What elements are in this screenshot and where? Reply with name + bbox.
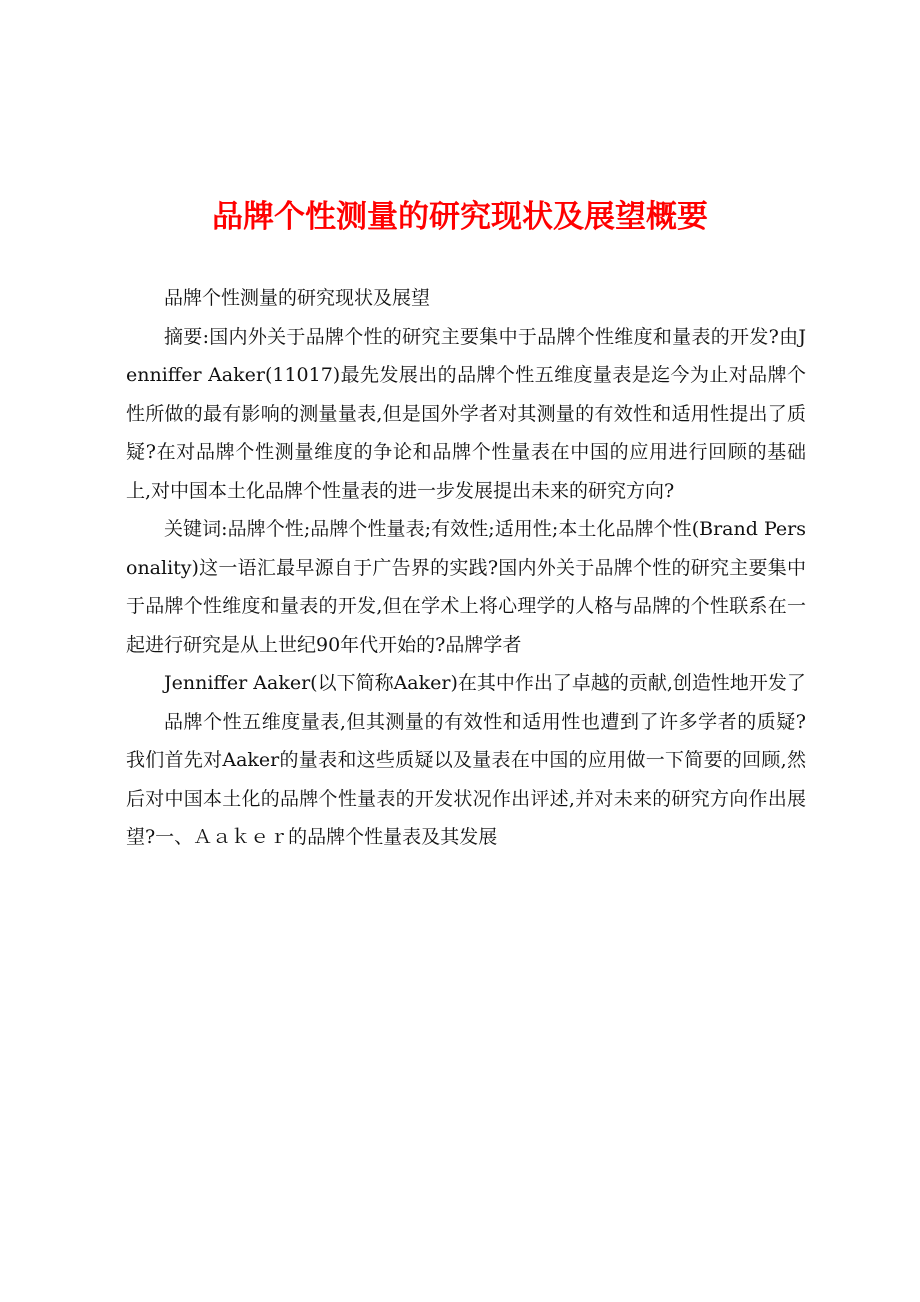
paragraph-keywords: 关键词:品牌个性;品牌个性量表;有效性;适用性;本土化品牌个性(Brand Personality)这一语汇最早源自于广告界的实践?国内外关于品牌个性的研究主要集中于品牌个性维度和量表的开发,但在学术上将心理学的人格与品牌的个性联系在一起进行研究是从上世纪90年代开始的?品牌学者 <box>126 518 806 656</box>
document-title: 品牌个性测量的研究现状及展望概要 <box>212 199 708 235</box>
paragraph-scale-review: 品牌个性五维度量表,但其测量的有效性和适用性也遭到了许多学者的质疑?我们首先对Aaker的量表和这些质疑以及量表在中国的应用做一下简要的回顾,然后对中国本土化的品牌个性量表的开发状况作出评述,并对未来的研究方向作出展望?一、Ａａｋｅｒ的品牌个性量表及其发展 <box>126 710 806 848</box>
paragraph-aaker-contribution: Jenniffer Aaker(以下简称Aaker)在其中作出了卓越的贡献,创造性地开发了 <box>164 672 806 694</box>
document-body <box>126 279 806 857</box>
paragraph-subtitle: 品牌个性测量的研究现状及展望 <box>164 287 431 309</box>
paragraph-abstract: 摘要:国内外关于品牌个性的研究主要集中于品牌个性维度和量表的开发?由Jenniffer Aaker(11017)最先发展出的品牌个性五维度量表是迄今为止对品牌个性所做的最有影响的测量量表,但是国外学者对其测量的有效性和适用性提出了质疑?在对品牌个性测量维度的争论和品牌个性量表在中国的应用进行回顾的基础上,对中国本土化品牌个性量表的进一步发展提出未来的研究方向? <box>126 325 806 502</box>
